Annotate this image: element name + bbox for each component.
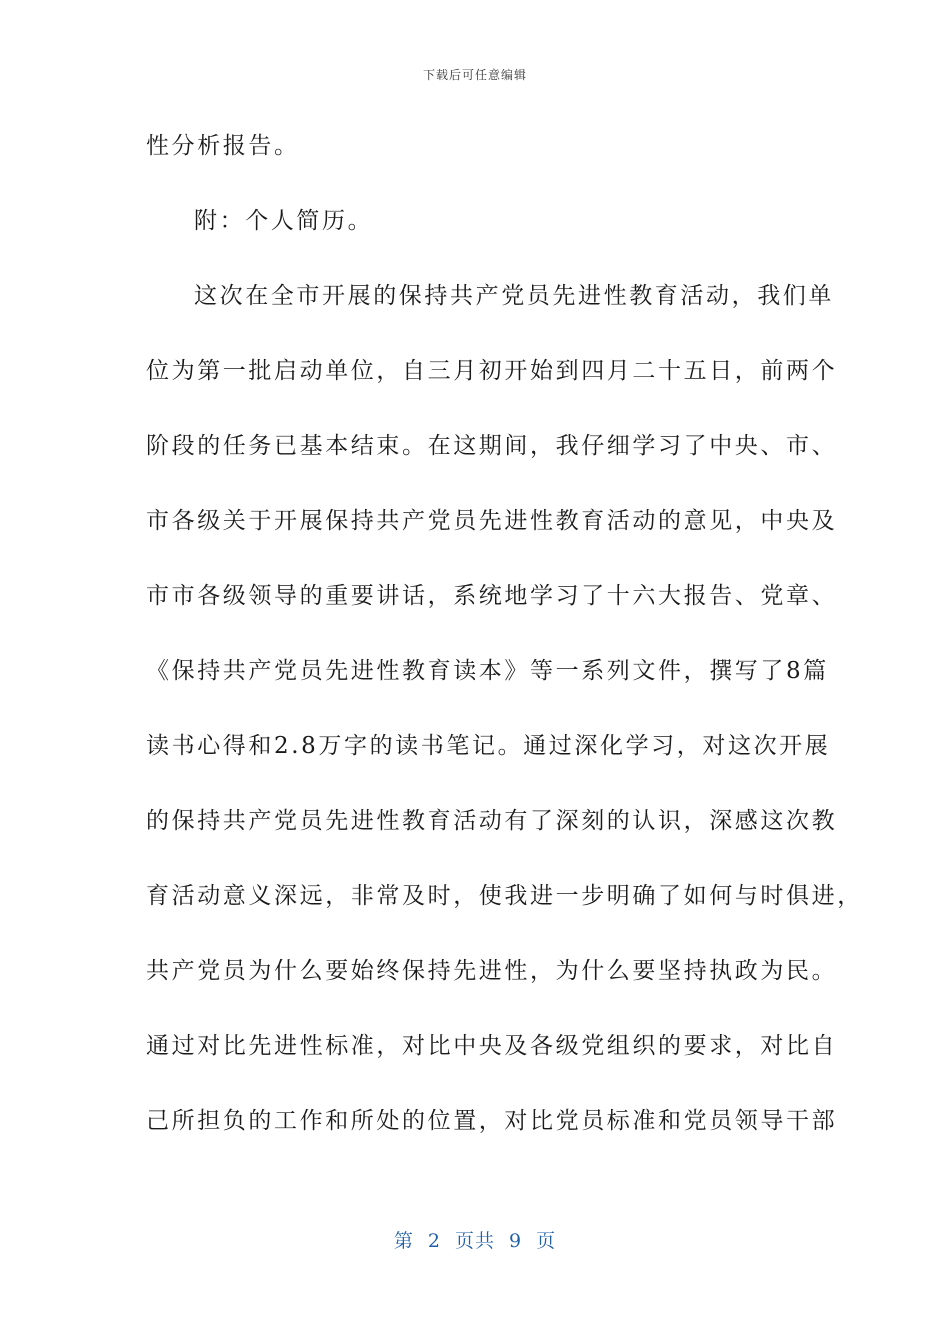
page-label-mid: 页共 xyxy=(454,1230,495,1252)
text-line: 性分析报告。 xyxy=(146,133,300,159)
text-line: 附：个人简历。 xyxy=(194,208,374,234)
page-label-suffix: 页 xyxy=(536,1230,557,1252)
text-line: 阶段的任务已基本结束。在这期间，我仔细学习了中央、市、 xyxy=(146,433,838,459)
text-line: 《保持共产党员先进性教育读本》等一系列文件，撰写了8篇 xyxy=(146,658,829,684)
text-line: 己所担负的工作和所处的位置，对比党员标准和党员领导干部 xyxy=(146,1108,838,1134)
document-body xyxy=(146,122,863,1172)
text-line: 位为第一批启动单位，自三月初开始到四月二十五日，前两个 xyxy=(146,358,838,384)
current-page-number: 2 xyxy=(427,1230,441,1252)
text-line: 市市各级领导的重要讲话，系统地学习了十六大报告、党章、 xyxy=(146,583,838,609)
text-line: 市各级关于开展保持共产党员先进性教育活动的意见，中央及 xyxy=(146,508,838,534)
text-line: 这次在全市开展的保持共产党员先进性教育活动，我们单 xyxy=(194,283,834,309)
page-header: 下载后可任意编辑 xyxy=(422,68,527,82)
page-label-prefix: 第 xyxy=(393,1230,414,1252)
text-line: 共产党员为什么要始终保持先进性，为什么要坚持执政为民。 xyxy=(146,958,838,984)
page-number-footer xyxy=(0,1226,950,1253)
text-line: 育活动意义深远，非常及时，使我进一步明确了如何与时俱进， xyxy=(146,883,863,909)
text-line: 通过对比先进性标准，对比中央及各级党组织的要求，对比自 xyxy=(146,1033,838,1059)
total-pages-number: 9 xyxy=(509,1230,523,1252)
text-line: 的保持共产党员先进性教育活动有了深刻的认识，深感这次教 xyxy=(146,808,838,834)
text-line: 读书心得和2.8万字的读书笔记。通过深化学习，对这次开展 xyxy=(146,733,831,759)
